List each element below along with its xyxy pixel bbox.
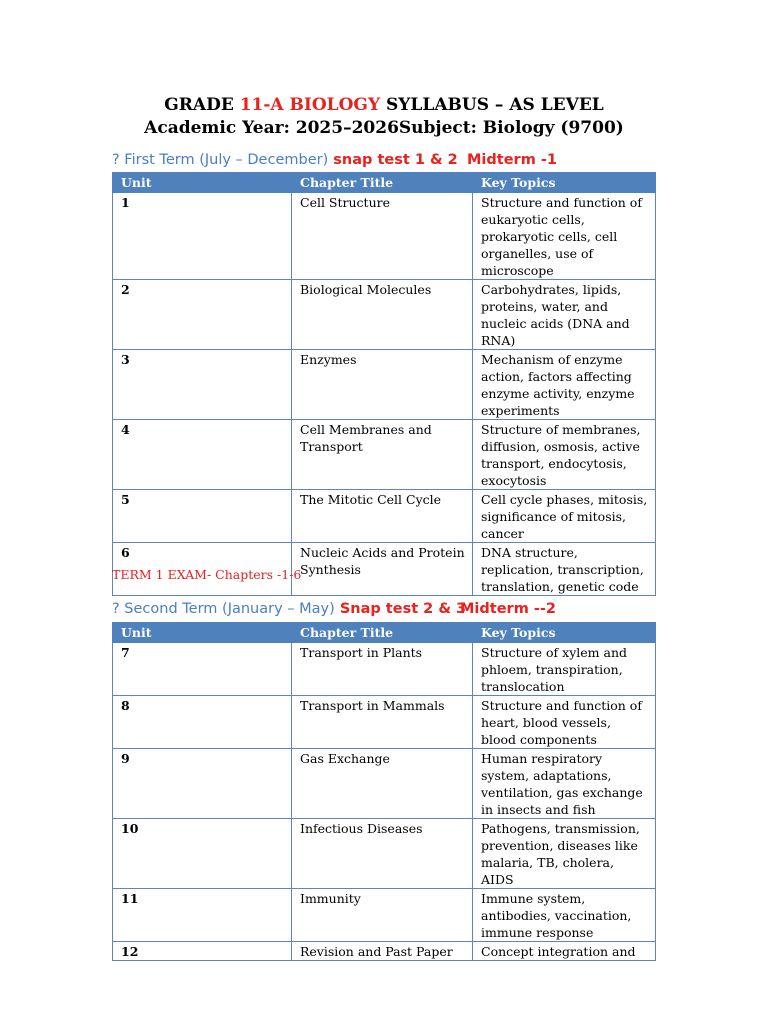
title-class-subject: 11-A BIOLOGY bbox=[239, 95, 381, 115]
chapter-title: Biological Molecules bbox=[292, 280, 473, 350]
unit-number: 7 bbox=[113, 643, 292, 696]
chapter-title: Infectious Diseases bbox=[292, 819, 473, 889]
term2-heading bbox=[112, 600, 556, 618]
term1-heading bbox=[112, 151, 557, 169]
table-row bbox=[113, 696, 656, 749]
key-topics: Immune system, antibodies, vaccination, immune response bbox=[473, 889, 656, 942]
header-key-topics: Key Topics bbox=[473, 173, 656, 193]
key-topics: Cell cycle phases, mitosis, significance of mitosis, cancer bbox=[473, 490, 656, 543]
header-unit: Unit bbox=[113, 173, 292, 193]
key-topics: Human respiratory system, adaptations, ventilation, gas exchange in insects and fish bbox=[473, 749, 656, 819]
header-chapter-title: Chapter Title bbox=[292, 623, 473, 643]
academic-year-line: Academic Year: 2025–2026Subject: Biology (9700) bbox=[144, 118, 624, 138]
key-topics: Concept integration and bbox=[473, 942, 656, 961]
header-unit: Unit bbox=[113, 623, 292, 643]
key-topics: Pathogens, transmission, prevention, diseases like malaria, TB, cholera, AIDS bbox=[473, 819, 656, 889]
unit-number: 9 bbox=[113, 749, 292, 819]
term1-table bbox=[112, 172, 656, 596]
table-row bbox=[113, 350, 656, 420]
term2-snap-tests: Snap test 2 & 3 bbox=[334, 601, 467, 617]
term1-icon: ? bbox=[112, 152, 120, 168]
table-row bbox=[113, 643, 656, 696]
table-row bbox=[113, 749, 656, 819]
term1-snap-tests: snap test 1 & 2 bbox=[328, 152, 458, 168]
table-row bbox=[113, 819, 656, 889]
chapter-title: Nucleic Acids and Protein Synthesis bbox=[292, 543, 473, 596]
table-row bbox=[113, 942, 656, 961]
unit-number: 11 bbox=[113, 889, 292, 942]
unit-number: 10 bbox=[113, 819, 292, 889]
table-header-row bbox=[113, 623, 656, 643]
table-header-row bbox=[113, 173, 656, 193]
term1-exam-note: TERM 1 EXAM- Chapters -1-6 bbox=[112, 567, 302, 582]
chapter-title: Enzymes bbox=[292, 350, 473, 420]
unit-number: 8 bbox=[113, 696, 292, 749]
chapter-title: Gas Exchange bbox=[292, 749, 473, 819]
term1-name: First Term (July – December) bbox=[119, 152, 329, 168]
term2-icon: ? bbox=[112, 601, 120, 617]
unit-number: 2 bbox=[113, 280, 292, 350]
key-topics: Structure and function of heart, blood vessels, blood components bbox=[473, 696, 656, 749]
unit-number: 6 bbox=[113, 543, 292, 596]
unit-number: 4 bbox=[113, 420, 292, 490]
header-chapter-title: Chapter Title bbox=[292, 173, 473, 193]
table-row bbox=[113, 193, 656, 280]
title-prefix: GRADE bbox=[164, 95, 240, 115]
term2-name: Second Term (January – May) bbox=[119, 601, 335, 617]
title-suffix: SYLLABUS – AS LEVEL bbox=[380, 95, 604, 115]
key-topics: DNA structure, replication, transcription, translation, genetic code bbox=[473, 543, 656, 596]
chapter-title: Cell Structure bbox=[292, 193, 473, 280]
term1-midterm: Midterm -1 bbox=[467, 152, 557, 168]
key-topics: Structure of membranes, diffusion, osmosis, active transport, endocytosis, exocytosis bbox=[473, 420, 656, 490]
chapter-title: Cell Membranes and Transport bbox=[292, 420, 473, 490]
unit-number: 3 bbox=[113, 350, 292, 420]
chapter-title: Immunity bbox=[292, 889, 473, 942]
term2-midterm: Midterm --2 bbox=[460, 601, 556, 617]
unit-number: 1 bbox=[113, 193, 292, 280]
table-row bbox=[113, 490, 656, 543]
table-row bbox=[113, 889, 656, 942]
unit-number: 5 bbox=[113, 490, 292, 543]
key-topics: Structure of xylem and phloem, transpiration, translocation bbox=[473, 643, 656, 696]
key-topics: Carbohydrates, lipids, proteins, water, and nucleic acids (DNA and RNA) bbox=[473, 280, 656, 350]
chapter-title: The Mitotic Cell Cycle bbox=[292, 490, 473, 543]
chapter-title: Revision and Past Paper bbox=[292, 942, 473, 961]
table-row bbox=[113, 280, 656, 350]
key-topics: Structure and function of eukaryotic cells, prokaryotic cells, cell organelles, use of microscope bbox=[473, 193, 656, 280]
term2-table bbox=[112, 622, 656, 961]
unit-number: 12 bbox=[113, 942, 292, 961]
header-key-topics: Key Topics bbox=[473, 623, 656, 643]
document-title bbox=[0, 95, 768, 115]
key-topics: Mechanism of enzyme action, factors affecting enzyme activity, enzyme experiments bbox=[473, 350, 656, 420]
chapter-title: Transport in Plants bbox=[292, 643, 473, 696]
chapter-title: Transport in Mammals bbox=[292, 696, 473, 749]
table-row bbox=[113, 420, 656, 490]
